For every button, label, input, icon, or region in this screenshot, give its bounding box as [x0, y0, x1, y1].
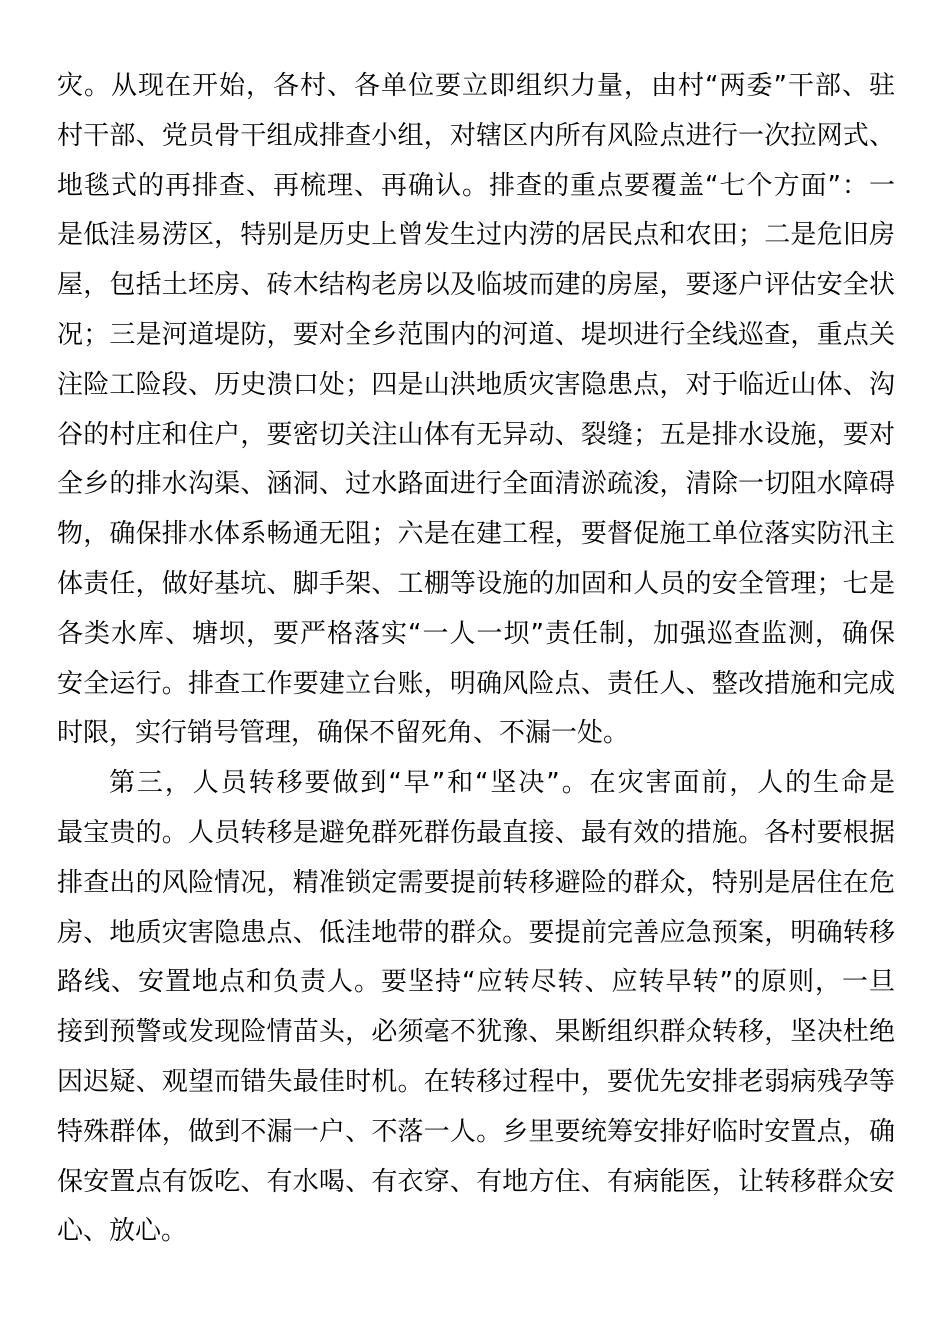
- text-line: 谷的村庄和住户，要密切关注山体有无异动、裂缝；五是排水设施，要对: [57, 419, 895, 450]
- text-line: 地毯式的再排查、再梳理、再确认。排查的重点要覆盖“七个方面”：一: [57, 170, 895, 201]
- text-line: 物，确保排水体系畅通无阻；六是在建工程，要督促施工单位落实防汛主: [57, 519, 895, 550]
- paragraph: [57, 62, 895, 759]
- paragraph: [57, 759, 895, 1257]
- text-line: 房、地质灾害隐患点、低洼地带的群众。要提前完善应急预案，明确转移: [57, 917, 895, 948]
- text-line: 况；三是河道堤防，要对全乡范围内的河道、堤坝进行全线巡查，重点关: [57, 319, 895, 350]
- text-line: 屋，包括土坯房、砖木结构老房以及临坡而建的房屋，要逐户评估安全状: [57, 270, 895, 301]
- text-line: 村干部、党员骨干组成排查小组，对辖区内所有风险点进行一次拉网式、: [57, 120, 895, 151]
- text-line: 是低洼易涝区，特别是历史上曾发生过内涝的居民点和农田；二是危旧房: [57, 220, 895, 251]
- text-line: 体责任，做好基坑、脚手架、工棚等设施的加固和人员的安全管理；七是: [57, 568, 895, 599]
- document-page: [57, 62, 895, 1257]
- text-line: 最宝贵的。人员转移是避免群死群伤最直接、最有效的措施。各村要根据: [57, 817, 895, 848]
- text-line: 安全运行。排查工作要建立台账，明确风险点、责任人、整改措施和完成: [57, 668, 895, 699]
- text-line: 接到预警或发现险情苗头，必须毫不犹豫、果断组织群众转移，坚决杜绝: [57, 1017, 895, 1048]
- text-line: 全乡的排水沟渠、涵洞、过水路面进行全面清淤疏浚，清除一切阻水障碍: [57, 469, 895, 500]
- text-line: 第三，人员转移要做到“早”和“坚决”。在灾害面前，人的生命是: [109, 768, 895, 799]
- text-line: 时限，实行销号管理，确保不留死角、不漏一处。: [57, 718, 630, 749]
- text-line: 因迟疑、观望而错失最佳时机。在转移过程中，要优先安排老弱病残孕等: [57, 1066, 895, 1097]
- text-line: 排查出的风险情况，精准锁定需要提前转移避险的群众，特别是居住在危: [57, 867, 895, 898]
- text-line: 路线、安置地点和负责人。要坚持“应转尽转、应转早转”的原则，一旦: [57, 967, 895, 998]
- text-line: 灾。从现在开始，各村、各单位要立即组织力量，由村“两委”干部、驻: [57, 71, 895, 101]
- text-line: 注险工险段、历史溃口处；四是山洪地质灾害隐患点，对于临近山体、沟: [57, 369, 895, 400]
- text-line: 各类水库、塘坝，要严格落实“一人一坝”责任制，加强巡查监测，确保: [57, 618, 895, 649]
- text-line: 特殊群体，做到不漏一户、不落一人。乡里要统筹安排好临时安置点，确: [57, 1116, 895, 1147]
- text-line: 保安置点有饭吃、有水喝、有衣穿、有地方住、有病能医，让转移群众安: [57, 1166, 895, 1197]
- text-line: 心、放心。: [57, 1216, 188, 1247]
